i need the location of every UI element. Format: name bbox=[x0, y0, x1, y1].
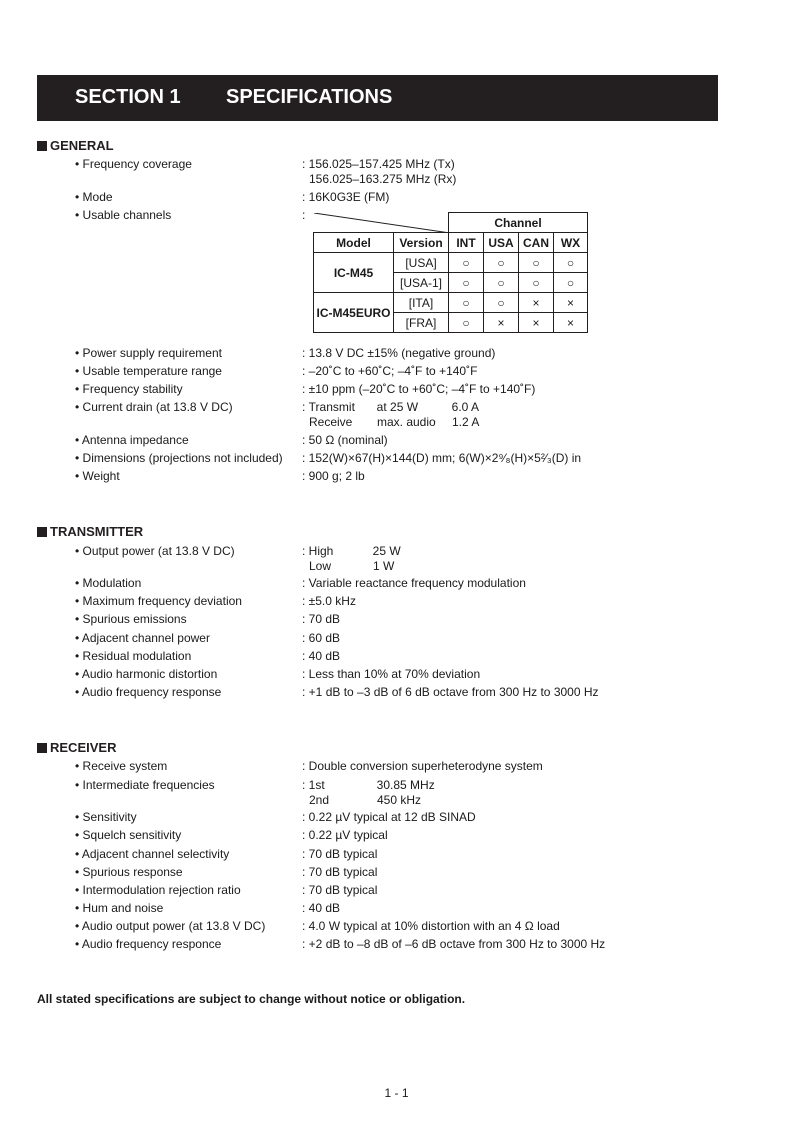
mark-cell: ○ bbox=[449, 273, 484, 293]
mark-cell: ○ bbox=[519, 253, 554, 273]
col-model: Model bbox=[314, 233, 394, 253]
receiver-heading: RECEIVER bbox=[37, 740, 116, 755]
section-title: SPECIFICATIONS bbox=[226, 86, 393, 108]
general-heading: GENERAL bbox=[37, 138, 114, 153]
channel-table bbox=[313, 212, 588, 333]
mark-cell: ○ bbox=[484, 253, 519, 273]
col-int: INT bbox=[449, 233, 484, 253]
mark-cell: × bbox=[554, 293, 588, 313]
square-bullet-icon bbox=[37, 743, 47, 753]
mark-cell: ○ bbox=[449, 293, 484, 313]
mark-cell: ○ bbox=[484, 273, 519, 293]
version-cell: [FRA] bbox=[394, 313, 449, 333]
version-cell: [ITA] bbox=[394, 293, 449, 313]
mark-cell: ○ bbox=[449, 313, 484, 333]
table-row bbox=[314, 293, 588, 313]
col-usa: USA bbox=[484, 233, 519, 253]
col-can: CAN bbox=[519, 233, 554, 253]
col-version: Version bbox=[394, 233, 449, 253]
version-cell: [USA] bbox=[394, 253, 449, 273]
diagonal-line bbox=[314, 213, 450, 233]
mark-cell: × bbox=[554, 313, 588, 333]
channel-group-header: Channel bbox=[449, 213, 588, 233]
square-bullet-icon bbox=[37, 141, 47, 151]
table-row bbox=[314, 253, 588, 273]
mark-cell: ○ bbox=[484, 293, 519, 313]
mark-cell: × bbox=[519, 293, 554, 313]
model-cell: IC-M45EURO bbox=[314, 293, 394, 333]
section-number: SECTION 1 bbox=[75, 86, 181, 108]
mark-cell: × bbox=[484, 313, 519, 333]
square-bullet-icon bbox=[37, 527, 47, 537]
version-cell: [USA-1] bbox=[394, 273, 449, 293]
col-wx: WX bbox=[554, 233, 588, 253]
mark-cell: × bbox=[519, 313, 554, 333]
mark-cell: ○ bbox=[554, 253, 588, 273]
mark-cell: ○ bbox=[449, 253, 484, 273]
mark-cell: ○ bbox=[554, 273, 588, 293]
disclaimer-note: All stated specifications are subject to change without notice or obligation. bbox=[37, 992, 466, 1006]
transmitter-heading: TRANSMITTER bbox=[37, 524, 143, 539]
table-corner bbox=[314, 213, 449, 233]
page-number: 1 - 1 bbox=[384, 1086, 409, 1100]
section-banner bbox=[37, 75, 718, 121]
model-cell: IC-M45 bbox=[314, 253, 394, 293]
mark-cell: ○ bbox=[519, 273, 554, 293]
